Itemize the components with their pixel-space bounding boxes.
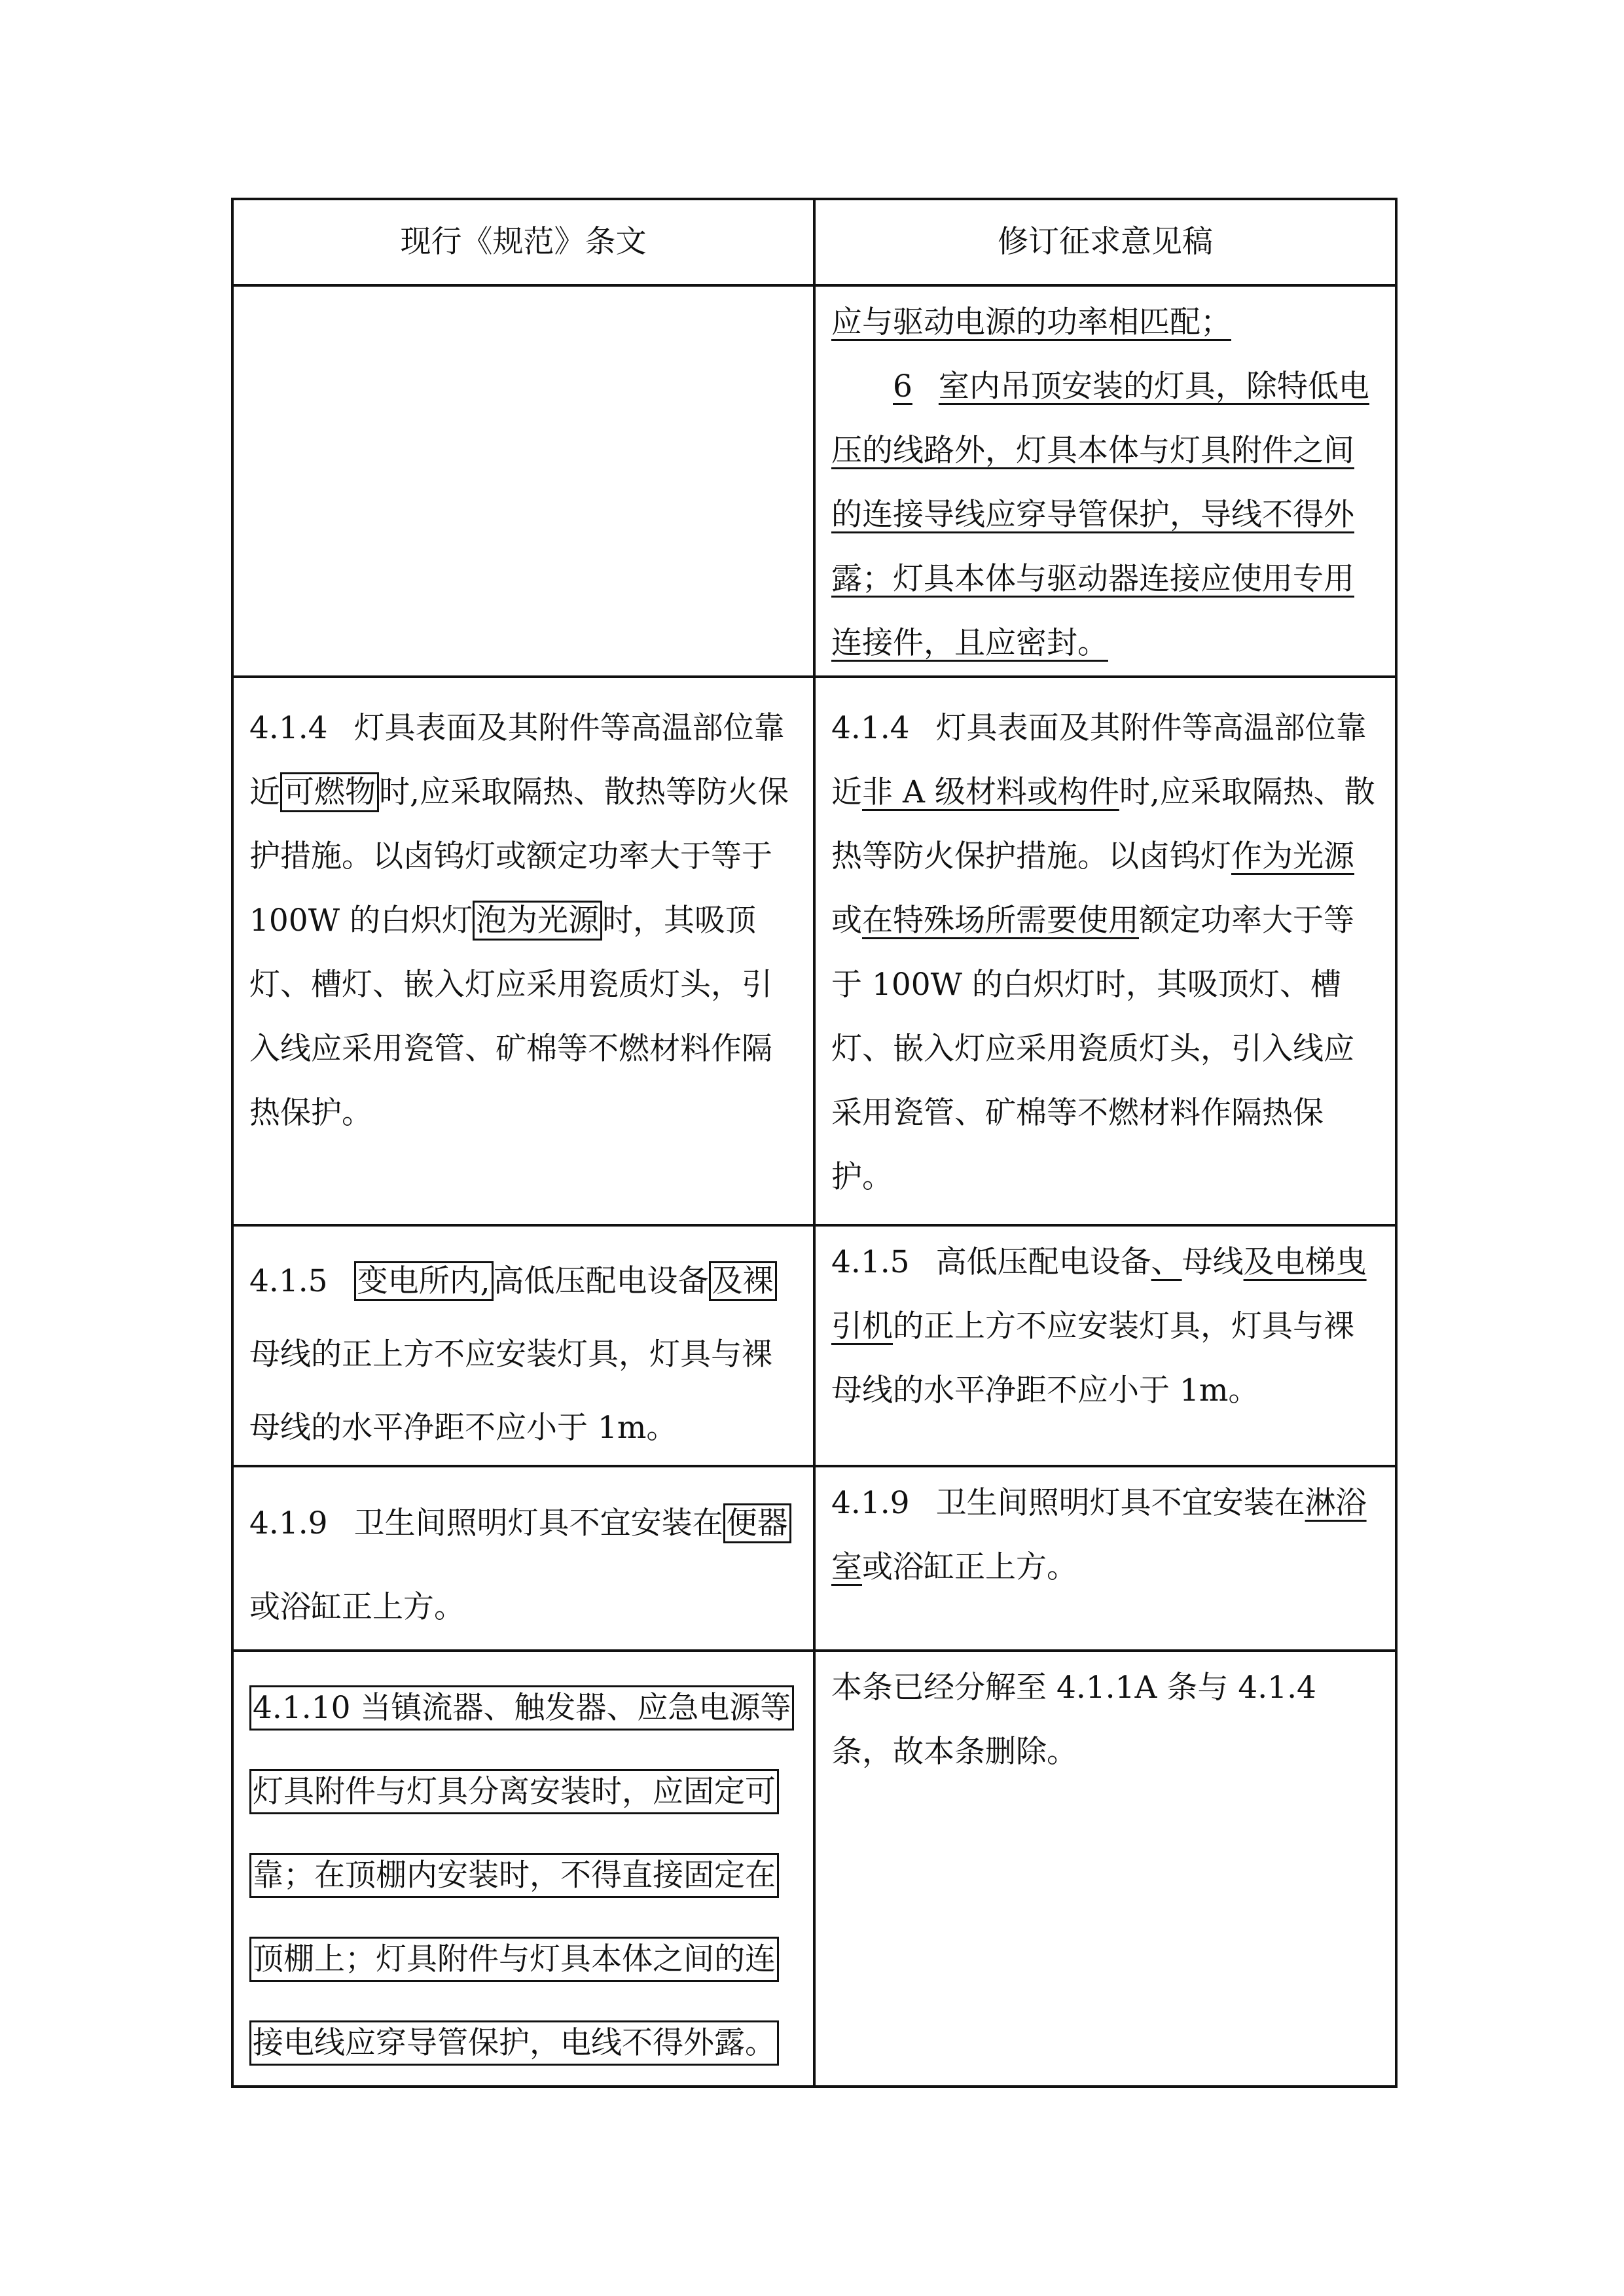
clause-text: 高低压配电设备 <box>493 1263 709 1299</box>
clause-text: 卫生间照明灯具不宜安装在 <box>935 1485 1305 1521</box>
clause-text: 额定功率大于等于 100W 的白炽灯时，其吸顶灯、槽灯、嵌入灯应采用瓷质灯头，引入线应采用瓷管、矿棉等不燃材料作隔热保护。 <box>831 903 1354 1195</box>
clause-text: 时,应采取隔热、散热等防火保护措施。以卤钨灯 <box>831 774 1375 874</box>
table-row <box>232 285 1396 677</box>
revised-term: 在特殊场所需要使用 <box>862 903 1139 939</box>
table-row <box>232 677 1396 1225</box>
clause-number: 4.1.5 <box>831 1244 910 1280</box>
clause-text: 灯具表面及其附件等高温部位靠近 <box>249 710 785 810</box>
clause-number: 4.1.4 <box>249 710 328 746</box>
row5-current-cell <box>232 1651 814 2087</box>
revised-term: 淋浴室 <box>831 1485 1367 1585</box>
clause-text: 灯具表面及其附件等高温部位靠近 <box>831 710 1367 810</box>
clause-text: 或 <box>831 903 862 939</box>
table-row <box>232 1651 1396 2087</box>
row1-revised-part1: 应与驱动电源的功率相匹配； <box>831 304 1231 340</box>
clause-text: 时,应采取隔热、散热等防火保护措施。以卤钨灯或额定功率大于等于 100W 的白炽灯 <box>249 774 789 939</box>
clause-number: 4.1.9 <box>249 1505 328 1541</box>
clause-text: 高低压配电设备 <box>935 1244 1151 1280</box>
row1-current-cell <box>232 285 814 677</box>
row2-revised-cell <box>814 677 1396 1225</box>
clause-number: 4.1.9 <box>831 1485 910 1521</box>
row1-revised-item-no: 6 <box>893 368 912 404</box>
clause-text: 卫生间照明灯具不宜安装在 <box>353 1505 723 1541</box>
row4-revised-cell <box>814 1466 1396 1651</box>
header-revised: 修订征求意见稿 <box>814 199 1396 285</box>
clause-text: 或浴缸正上方。 <box>249 1589 465 1625</box>
boxed-term: 变电所内, <box>354 1261 494 1301</box>
revised-term: 及电梯曳引机 <box>831 1244 1367 1344</box>
clause-text: 母线的正上方不应安装灯具，灯具与裸母线的水平净距不应小于 1m。 <box>249 1336 772 1446</box>
revised-term: 作为光源 <box>1231 838 1354 874</box>
header-current: 现行《规范》条文 <box>232 199 814 285</box>
clause-number: 4.1.5 <box>249 1263 328 1299</box>
row4-current-cell <box>232 1466 814 1651</box>
clause-number: 4.1.4 <box>831 710 910 746</box>
revised-term: 非 A 级材料或构件 <box>862 774 1119 810</box>
table-row <box>232 1466 1396 1651</box>
clause-text: 的正上方不应安装灯具，灯具与裸母线的水平净距不应小于 1m。 <box>831 1308 1354 1408</box>
clause-text: 时，其吸顶灯、槽灯、嵌入灯应采用瓷质灯头，引入线应采用瓷管、矿棉等不燃材料作隔热保护。 <box>249 903 772 1131</box>
boxed-term: 便器 <box>723 1503 791 1543</box>
row1-revised-cell <box>814 285 1396 677</box>
comparison-table <box>231 198 1398 2088</box>
revised-term: 、 <box>1151 1244 1182 1280</box>
boxed-term: 可燃物 <box>280 772 379 812</box>
boxed-term: 及裸 <box>709 1261 777 1301</box>
row3-current-cell <box>232 1225 814 1466</box>
boxed-term: 泡为光源 <box>473 901 602 941</box>
table-row <box>232 1225 1396 1466</box>
row1-revised-part2: 室内吊顶安装的灯具，除特低电压的线路外，灯具本体与灯具附件之间的连接导线应穿导管保护，导线不得外露；灯具本体与驱动器连接应使用专用连接件，且应密封。 <box>831 368 1369 661</box>
deleted-clause-box: 4.1.10 当镇流器、触发器、应急电源等灯具附件与灯具分离安装时，应固定可靠；在顶棚内安装时，不得直接固定在顶棚上；灯具附件与灯具本体之间的连接电线应穿导管保护，电线不得外露。 <box>249 1685 794 2066</box>
deletion-note: 本条已经分解至 4.1.1A 条与 4.1.4 条，故本条删除。 <box>831 1670 1316 1770</box>
row2-current-cell <box>232 677 814 1225</box>
clause-text: 母线 <box>1182 1244 1244 1280</box>
row5-revised-cell <box>814 1651 1396 2087</box>
row3-revised-cell <box>814 1225 1396 1466</box>
header-row <box>232 199 1396 285</box>
clause-text: 或浴缸正上方。 <box>862 1549 1077 1585</box>
